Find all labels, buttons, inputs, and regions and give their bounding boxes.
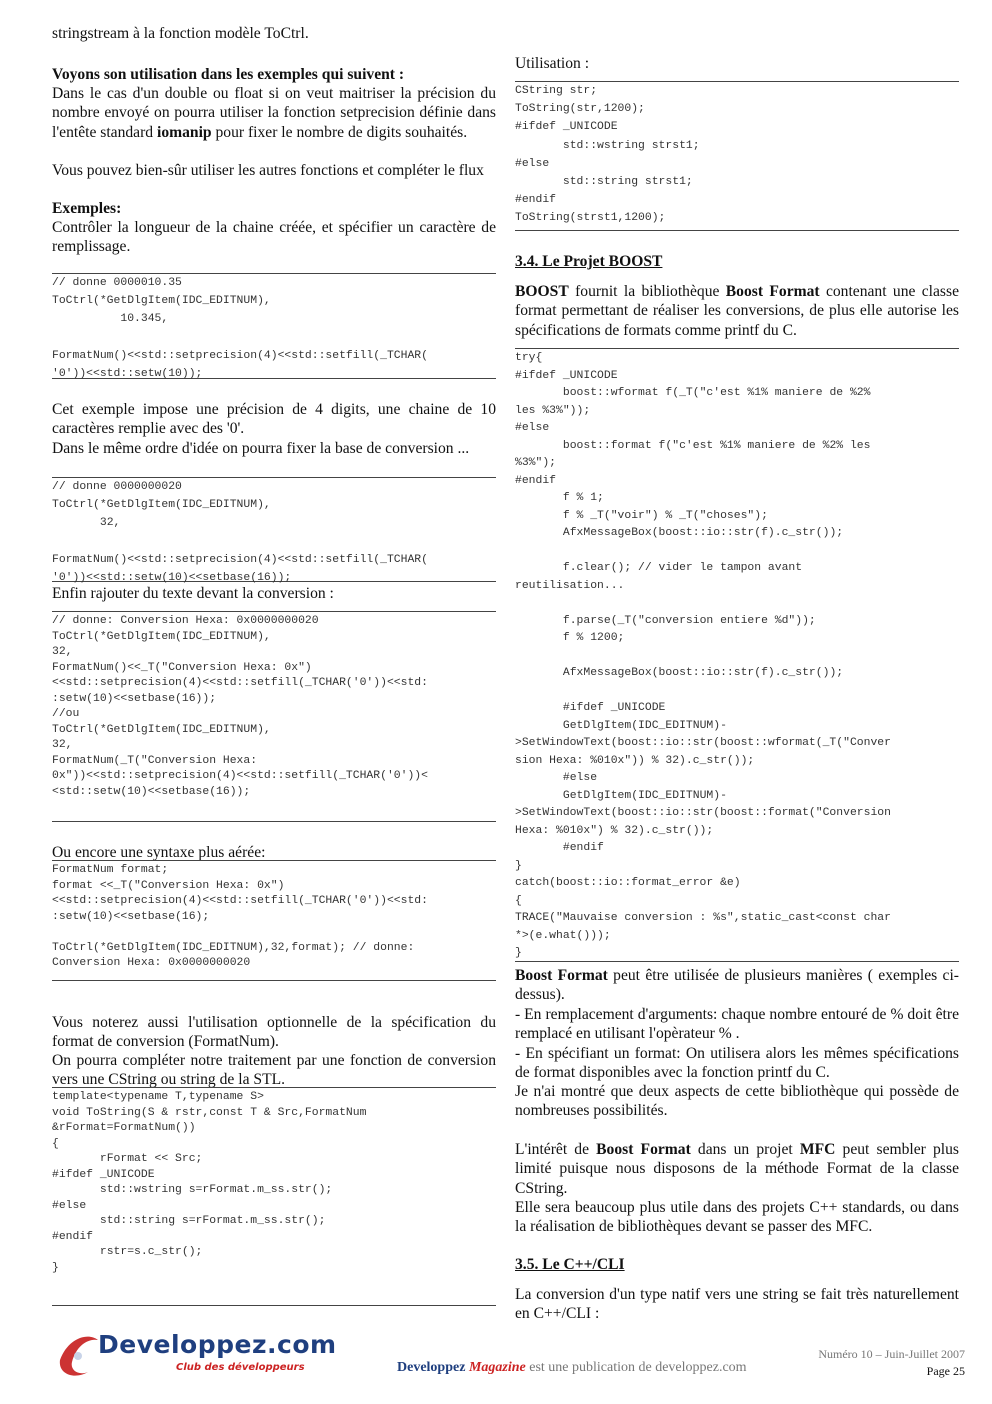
code-block [52, 860, 496, 981]
code-line: 32, [52, 739, 73, 751]
paragraph: - En remplacement d'arguments: chaque nombre entouré de % doit être remplacé en utilisant l'opèrateur % . [515, 1006, 963, 1043]
code-line: catch(boost::io::format_error &e) [515, 877, 741, 889]
code-line [52, 536, 496, 554]
paragraph: - En spécifiant un format: On utilisera alors les mêmes spécifications de format disponibles avec la fonction printf du C. [515, 1045, 963, 1082]
code-line: *>(e.what())); [515, 929, 611, 942]
code-line: >SetWindowText(boost::io::str(boost::format("Conversion [515, 807, 891, 819]
code-line: AfxMessageBox(boost::io::str(f).c_str()); [515, 667, 844, 679]
code-line: format <<_T("Conversion Hexa: 0x") [52, 879, 285, 892]
code-block [52, 1087, 496, 1306]
code-line: std::string s=rFormat.m_ss.str(); [52, 1215, 326, 1227]
code-line: #ifdef _UNICODE [515, 121, 618, 134]
code-line: :setw(10)<<setbase(16); [52, 910, 210, 923]
code-line: ToString(strst1,1200); [515, 212, 666, 225]
code-line: ToCtrl(*GetDlgItem(IDC_EDITNUM), [52, 630, 271, 643]
code-line: '0'))<<std::setw(10)); [52, 367, 203, 380]
code-line [52, 926, 496, 942]
code-line: :setw(10)<<setbase(16)); [52, 692, 217, 705]
code-line: ToCtrl(*GetDlgItem(IDC_EDITNUM), [52, 499, 271, 512]
code-line: #else [515, 772, 598, 784]
code-line: Hexa: %010x") % 32).c_str()); [515, 824, 714, 837]
code-line: 32, [52, 646, 73, 658]
code-line: } [515, 947, 522, 959]
code-line: boost::wformat f(_T("c'est %1% maniere de %2% [515, 387, 871, 399]
code-line [515, 685, 959, 703]
code-block [52, 611, 496, 822]
code-line: rFormat << Src; [52, 1153, 203, 1165]
code-line: #endif [52, 1230, 94, 1243]
code-line [515, 545, 959, 563]
paragraph: Contrôler la longueur de la chaine créée, et spécifier un caractère de remplissage. [52, 219, 500, 256]
paragraph: Je n'ai montré que deux aspects de cette bibliothèque qui possède de nombreuses possibilités. [515, 1083, 963, 1120]
paragraph: On pourra compléter notre traitement par une fonction de conversion vers une CString ou string de la STL. [52, 1052, 500, 1089]
paragraph: La conversion d'un type natif vers une string se fait très naturellement en C++/CLI : [515, 1286, 963, 1323]
code-line: f.clear(); // vider le tampon avant [515, 562, 803, 574]
section-heading: 3.4. Le Projet BOOST [515, 253, 663, 270]
code-line: void ToString(S & rstr,const T & Src,FormatNum [52, 1106, 367, 1119]
code-line: FormatNum format; [52, 864, 169, 876]
code-line: Conversion Hexa: 0x0000000020 [52, 957, 251, 969]
page-number: Page 25 [926, 1364, 965, 1378]
code-line [515, 650, 959, 668]
code-line: FormatNum()<<std::setprecision(4)<<std::setfill(_TCHAR( [52, 349, 428, 362]
code-line: %3%"); [515, 457, 557, 469]
code-line: FormatNum()<<_T("Conversion Hexa: 0x") [52, 661, 312, 674]
code-line: f % _T("voir") % _T("choses"); [515, 509, 768, 522]
paragraph: Cet exemple impose une précision de 4 digits, une chaine de 10 caractères remplie avec des '0'. [52, 401, 500, 438]
code-line: //ou [52, 708, 80, 720]
code-line: FormatNum()<<std::setprecision(4)<<std::setfill(_TCHAR( [52, 553, 428, 566]
section-intro-bold: Voyons son utilisation dans les exemples qui suivent : [52, 66, 405, 83]
code-line: '0'))<<std::setw(10)<<setbase(16)); [52, 571, 292, 584]
developpez-logo [58, 1330, 337, 1378]
code-line: ToCtrl(*GetDlgItem(IDC_EDITNUM), [52, 295, 271, 308]
code-line: { [515, 894, 522, 907]
code-line: boost::format f("c'est %1% maniere de %2% les [515, 439, 871, 452]
code-block [515, 348, 959, 962]
code-line: #else [52, 1199, 87, 1212]
code-line: <<std::setprecision(4)<<std::setfill(_TCHAR('0'))<<std: [52, 677, 428, 689]
paragraph: Ou encore une syntaxe plus aérée: [52, 844, 266, 861]
code-line: #endif [515, 842, 604, 854]
code-line: <<std::setprecision(4)<<std::setfill(_TCHAR('0'))<<std: [52, 895, 428, 907]
code-line: >SetWindowText(boost::io::str(boost::wformat(_T("Conver [515, 737, 891, 749]
code-line: { [52, 1137, 59, 1150]
code-line: #else [515, 157, 550, 170]
code-line: #endif [515, 194, 557, 207]
code-line: #endif [515, 474, 557, 487]
paragraph: Elle sera beaucoup plus utile dans des projets C++ standards, ou dans la réalisation de bibliothèques devant se passer des MFC. [515, 1199, 963, 1236]
code-line: #ifdef _UNICODE [515, 369, 618, 382]
paragraph: Vous noterez aussi l'utilisation optionnelle de la spécification du format de conversion (FormatNum). [52, 1014, 500, 1051]
paragraph: stringstream à la fonction modèle ToCtrl. [52, 25, 309, 42]
code-line: rstr=s.c_str(); [52, 1246, 203, 1258]
code-block [52, 477, 496, 582]
code-line: reutilisation... [515, 579, 625, 592]
code-line: ToString(str,1200); [515, 103, 645, 116]
footer-publication: Developpez Magazine est une publication de developpez.com [397, 1360, 747, 1375]
code-line [515, 597, 959, 615]
code-line: FormatNum(_T("Conversion Hexa: [52, 754, 258, 767]
code-line: #ifdef _UNICODE [52, 1168, 155, 1181]
code-line: } [52, 1261, 59, 1274]
code-line: ToCtrl(*GetDlgItem(IDC_EDITNUM),32,format); // donne: [52, 941, 415, 954]
paragraph: BOOST fournit la bibliothèque Boost Format contenant une classe format permettant de réaliser les conversions, de plus elle autorise les spécifications de formats comme printf du C. [515, 283, 963, 339]
paragraph: Boost Format peut être utilisée de plusieurs manières ( exemples ci-dessus). [515, 967, 959, 1004]
section-heading: 3.5. Le C++/CLI [515, 1256, 625, 1273]
paragraph: Utilisation : [515, 55, 590, 72]
code-line: 32, [52, 517, 121, 530]
code-line: #ifdef _UNICODE [515, 702, 666, 714]
paragraph: Vous pouvez bien-sûr utiliser les autres fonctions et compléter le flux [52, 162, 484, 179]
code-line [52, 332, 496, 350]
code-line: } [515, 859, 522, 872]
code-line: try{ [515, 352, 543, 364]
paragraph: Dans le même ordre d'idée on pourra fixer la base de conversion ... [52, 440, 470, 457]
code-line: // donne: Conversion Hexa: 0x0000000020 [52, 615, 319, 627]
code-line: std::wstring strst1; [515, 139, 700, 152]
footer-issue: Numéro 10 – Juin-Juillet 2007 [818, 1347, 965, 1361]
code-line: les %3%")); [515, 404, 591, 417]
code-line: std::wstring s=rFormat.m_ss.str(); [52, 1184, 333, 1196]
code-line: ToCtrl(*GetDlgItem(IDC_EDITNUM), [52, 723, 271, 736]
code-line: f % 1200; [515, 632, 625, 644]
code-line: TRACE("Mauvaise conversion : %s",static_cast<const char [515, 912, 891, 924]
paragraph: L'intérêt de Boost Format dans un projet MFC peut sembler plus limité puisque nous disposons de la méthode Format de la classe CString. [515, 1141, 963, 1197]
code-block [515, 81, 959, 231]
code-line: std::string strst1; [515, 175, 693, 188]
examples-heading: Exemples: [52, 200, 122, 217]
code-line: // donne 0000010.35 [52, 277, 182, 289]
paragraph: Enfin rajouter du texte devant la conversion : [52, 585, 334, 602]
code-line: sion Hexa: %010x")) % 32).c_str()); [515, 754, 755, 767]
code-line: // donne 0000000020 [52, 481, 182, 493]
code-line: f % 1; [515, 492, 604, 504]
code-line: GetDlgItem(IDC_EDITNUM)- [515, 789, 727, 802]
logo-tagline: Club des développeurs [176, 1362, 305, 1373]
paragraph: Dans le cas d'un double ou float si on veut maitriser la précision du nombre envoyé on pourra utiliser la fonction setprecision définie dans l'entête standard iomanip pour fixer le nombre de digits souhaités. [52, 85, 500, 141]
code-line: <std::setw(10)<<setbase(16)); [52, 785, 251, 798]
logo-wordmark: Developpez.com [98, 1330, 337, 1359]
code-block [52, 273, 496, 379]
code-line: GetDlgItem(IDC_EDITNUM)- [515, 719, 727, 732]
code-line: &rFormat=FormatNum()) [52, 1122, 196, 1134]
code-line: f.parse(_T("conversion entiere %d")); [515, 614, 816, 627]
code-line: #else [515, 422, 550, 434]
code-line: 0x"))<<std::setprecision(4)<<std::setfill(_TCHAR('0'))< [52, 770, 428, 782]
code-line: CString str; [515, 85, 598, 97]
code-line: 10.345, [52, 313, 169, 326]
code-line: AfxMessageBox(boost::io::str(f).c_str()); [515, 527, 844, 539]
code-line: template<typename T,typename S> [52, 1091, 264, 1103]
